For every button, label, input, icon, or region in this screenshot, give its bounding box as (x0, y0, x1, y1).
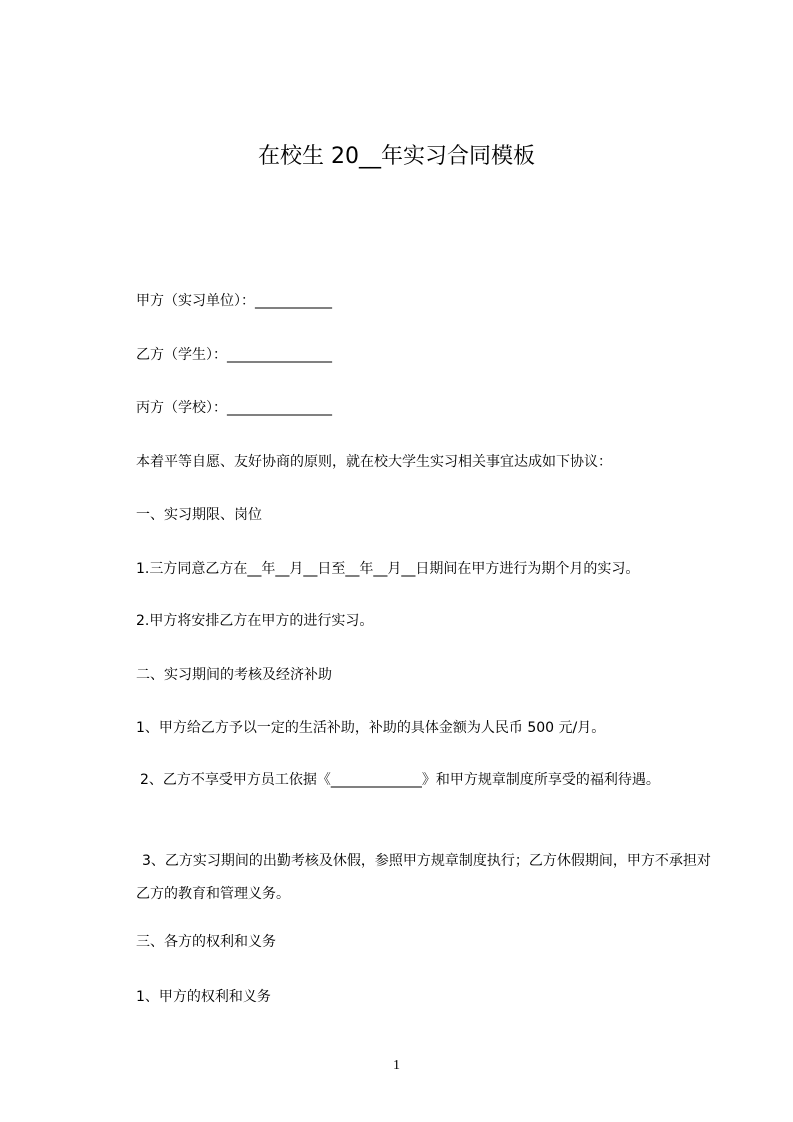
section3-heading: 三、各方的权利和义务 (136, 934, 276, 950)
section1-heading: 一、实习期限、岗位 (136, 507, 262, 523)
page-number: 1 (393, 1058, 400, 1073)
party-a-line: 甲方（实习单位）：___________ (136, 293, 332, 309)
section2-heading: 二、实习期间的考核及经济补助 (136, 667, 332, 683)
section1-item2: 2.甲方将安排乙方在甲方的进行实习。 (136, 613, 374, 629)
party-c-line: 丙方（学校）：_______________ (136, 400, 332, 416)
section3-item1: 1、甲方的权利和义务 (136, 989, 271, 1005)
intro-paragraph: 本着平等自愿、友好协商的原则，就在校大学生实习相关事宜达成如下协议： (136, 454, 612, 470)
section1-item1: 1.三方同意乙方在__年__月__日至__年__月__日期间在甲方进行为期个月的实习。 (136, 561, 640, 577)
party-b-line: 乙方（学生）：_______________ (136, 347, 332, 363)
document-title: 在校生 20__年实习合同模板 (258, 144, 535, 169)
section2-item3: 3、乙方实习期间的出勤考核及休假，参照甲方规章制度执行；乙方休假期间，甲方不承担对乙方的教育和管理义务。 (136, 853, 711, 902)
section2-item1: 1、甲方给乙方予以一定的生活补助，补助的具体金额为人民币 500 元/月。 (136, 720, 606, 736)
section2-item2: 2、乙方不享受甲方员工依据《_____________》和甲方规章制度所享受的福利待遇。 (140, 772, 660, 788)
